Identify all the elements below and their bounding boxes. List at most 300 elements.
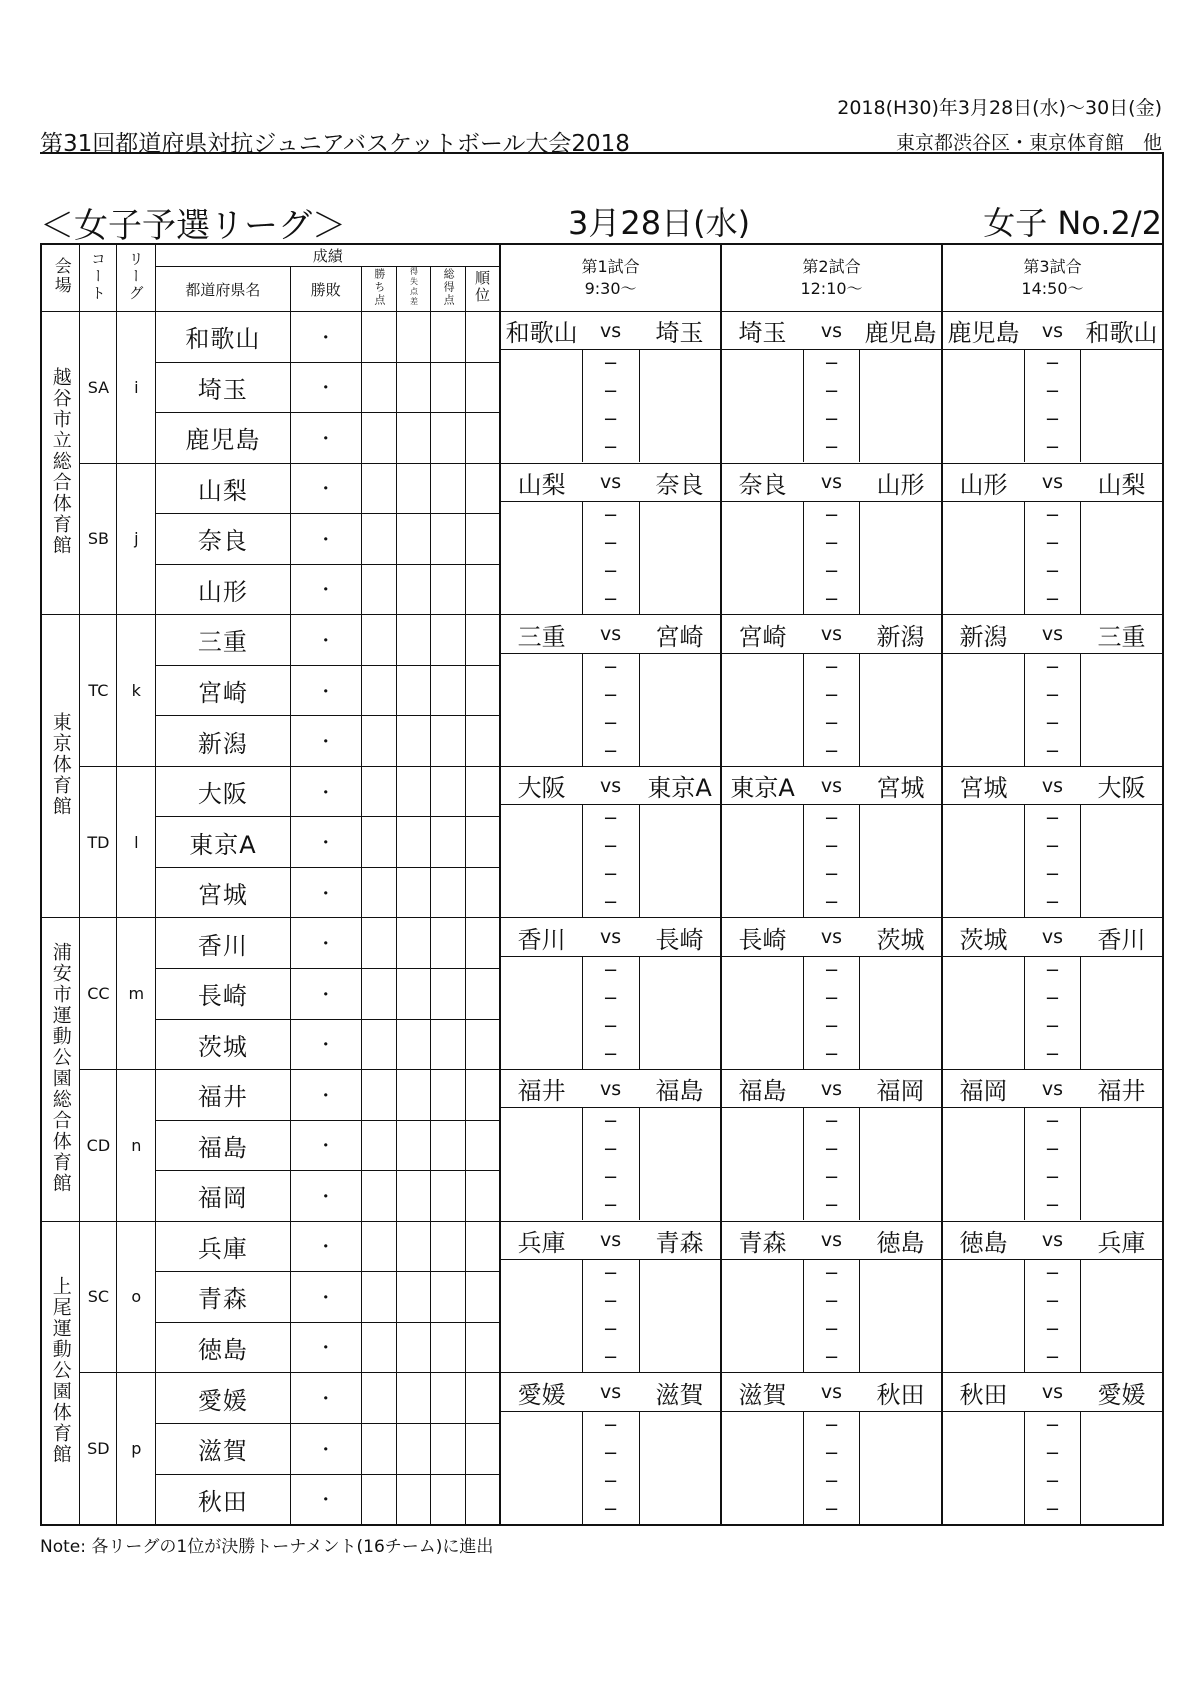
point-diff-cell — [396, 1322, 431, 1373]
score-dash: − — [1044, 1318, 1061, 1340]
away-score — [860, 1411, 941, 1440]
score-dash: − — [1044, 1470, 1061, 1492]
match-cell — [942, 1221, 1163, 1373]
score-dash: − — [1044, 1167, 1061, 1189]
away-score — [860, 738, 941, 766]
away-score — [860, 406, 941, 434]
point-diff-cell — [396, 1019, 431, 1070]
score-dash: − — [1044, 1111, 1061, 1133]
venue-cell — [41, 615, 80, 918]
away-score — [639, 1344, 720, 1372]
away-score — [1081, 805, 1162, 834]
win-points-cell — [362, 665, 397, 716]
rank-cell — [465, 1221, 500, 1272]
match-away-team: 山形 — [860, 464, 941, 502]
home-score — [501, 350, 582, 379]
score-dash: − — [603, 1498, 619, 1520]
venue-cell — [41, 1221, 80, 1525]
score-dash: − — [823, 836, 840, 858]
total-points-cell — [431, 1171, 466, 1222]
total-points-cell — [431, 1373, 466, 1424]
score-dash: − — [1044, 959, 1061, 981]
total-points-cell — [431, 1221, 466, 1272]
event-title: 第31回都道府県対抗ジュニアバスケットボール大会2018 — [40, 131, 630, 157]
win-loss-cell: ・ — [290, 1373, 361, 1424]
day-heading: 3月28日(水) — [568, 204, 751, 242]
away-score — [860, 889, 941, 917]
court-cell: TD — [80, 766, 117, 918]
home-score — [722, 434, 803, 462]
home-score — [722, 738, 803, 766]
away-score — [1081, 530, 1162, 558]
away-score — [639, 378, 720, 406]
match-home-team: 愛媛 — [501, 1374, 582, 1412]
match-cell — [721, 1373, 942, 1525]
match-home-team: 秋田 — [943, 1374, 1024, 1412]
away-score — [639, 1259, 720, 1288]
win-loss-cell: ・ — [290, 716, 361, 767]
home-score — [501, 1013, 582, 1041]
score-dash: − — [603, 588, 619, 610]
venue-name: 上尾運動公園体育館 — [49, 1276, 72, 1466]
rank-cell — [465, 413, 500, 464]
league-cell: l — [117, 766, 156, 918]
team-name: 福島 — [156, 1120, 290, 1171]
match-cell — [721, 615, 942, 767]
home-score — [501, 434, 582, 462]
match-home-team: 青森 — [722, 1222, 803, 1260]
home-score — [722, 889, 803, 917]
score-dash: − — [1044, 1262, 1061, 1284]
match-cell — [942, 463, 1163, 615]
match-vs: vs — [582, 767, 639, 805]
match-vs: vs — [1024, 1374, 1081, 1412]
away-score — [860, 710, 941, 738]
score-dash: − — [823, 588, 840, 610]
away-score — [1081, 1259, 1162, 1288]
win-loss-cell: ・ — [290, 1322, 361, 1373]
away-score — [860, 558, 941, 586]
match-grid — [722, 1070, 941, 1220]
col-prefecture: 都道府県名 — [156, 267, 290, 312]
point-diff-cell — [396, 1120, 431, 1171]
match-home-team: 新潟 — [943, 616, 1024, 654]
home-score — [722, 1411, 803, 1440]
home-score — [501, 1164, 582, 1192]
away-score — [860, 1344, 941, 1372]
match-away-team: 徳島 — [860, 1222, 941, 1260]
win-loss-cell: ・ — [290, 766, 361, 817]
away-score — [639, 1288, 720, 1316]
total-points-cell — [431, 766, 466, 817]
away-score — [860, 530, 941, 558]
away-score — [1081, 738, 1162, 766]
match-grid — [722, 464, 941, 614]
match-away-team: 秋田 — [860, 1374, 941, 1412]
match-grid — [943, 1222, 1162, 1372]
win-points-cell — [362, 1373, 397, 1424]
match-cell — [942, 312, 1163, 464]
home-score — [943, 738, 1024, 766]
league-cell: o — [117, 1221, 156, 1373]
win-loss-cell: ・ — [290, 1019, 361, 1070]
game1-time: 9:30〜 — [584, 279, 637, 298]
score-dash: − — [603, 1262, 619, 1284]
rank-cell — [465, 766, 500, 817]
win-points-cell — [362, 918, 397, 969]
score-dash: − — [823, 532, 840, 554]
match-vs: vs — [803, 1222, 860, 1260]
team-name: 香川 — [156, 918, 290, 969]
home-score — [722, 378, 803, 406]
score-dash: − — [823, 1139, 840, 1161]
win-points-cell — [362, 1171, 397, 1222]
match-grid — [501, 616, 720, 766]
home-score — [943, 1468, 1024, 1496]
match-home-team: 福井 — [501, 1070, 582, 1108]
score-dash: − — [603, 1139, 619, 1161]
away-score — [860, 682, 941, 710]
rank-cell — [465, 312, 500, 363]
team-name: 宮城 — [156, 867, 290, 918]
score-dash: − — [603, 1195, 619, 1217]
score-dash: − — [823, 892, 840, 914]
score-dash: − — [823, 1195, 840, 1217]
total-points-cell — [431, 514, 466, 565]
win-points-cell — [362, 968, 397, 1019]
home-score — [722, 1288, 803, 1316]
total-points-cell — [431, 1423, 466, 1474]
home-score — [501, 1192, 582, 1220]
point-diff-cell — [396, 615, 431, 666]
league-cell: m — [117, 918, 156, 1070]
win-loss-cell: ・ — [290, 665, 361, 716]
score-dash: − — [603, 437, 619, 459]
away-score — [639, 738, 720, 766]
score-dash: − — [603, 656, 619, 678]
score-dash: − — [823, 409, 840, 431]
away-score — [639, 1316, 720, 1344]
win-points-cell — [362, 413, 397, 464]
score-dash: − — [603, 959, 619, 981]
table-row — [41, 615, 1163, 666]
home-score — [501, 889, 582, 917]
total-points-cell — [431, 413, 466, 464]
match-grid — [943, 312, 1162, 462]
home-score — [722, 1259, 803, 1288]
win-points-cell — [362, 463, 397, 514]
home-score — [722, 1316, 803, 1344]
match-away-team: 香川 — [1081, 919, 1162, 957]
team-name: 茨城 — [156, 1019, 290, 1070]
score-dash: − — [823, 1414, 840, 1436]
away-score — [639, 1411, 720, 1440]
home-score — [501, 1440, 582, 1468]
home-score — [501, 805, 582, 834]
col-league: リーグ — [117, 244, 156, 312]
away-score — [1081, 985, 1162, 1013]
away-score — [639, 406, 720, 434]
home-score — [722, 1468, 803, 1496]
home-score — [943, 530, 1024, 558]
home-score — [722, 1013, 803, 1041]
match-vs: vs — [803, 1374, 860, 1412]
score-dash: − — [1044, 560, 1061, 582]
away-score — [639, 1164, 720, 1192]
win-points-cell — [362, 1221, 397, 1272]
home-score — [722, 558, 803, 586]
match-away-team: 大阪 — [1081, 767, 1162, 805]
home-score — [943, 985, 1024, 1013]
away-score — [1081, 1496, 1162, 1524]
rank-cell — [465, 1120, 500, 1171]
match-away-team: 青森 — [639, 1222, 720, 1260]
win-loss-cell: ・ — [290, 362, 361, 413]
score-dash: − — [823, 684, 840, 706]
rank-cell — [465, 1272, 500, 1323]
home-score — [943, 1440, 1024, 1468]
match-grid — [501, 919, 720, 1069]
score-dash: − — [1044, 740, 1061, 762]
team-name: 山形 — [156, 564, 290, 615]
match-away-team: 埼玉 — [639, 312, 720, 350]
point-diff-cell — [396, 463, 431, 514]
total-points-cell — [431, 1474, 466, 1525]
match-vs: vs — [1024, 919, 1081, 957]
total-points-cell — [431, 817, 466, 868]
score-dash: − — [823, 1290, 840, 1312]
score-dash: − — [823, 504, 840, 526]
total-points-cell — [431, 968, 466, 1019]
win-points-cell — [362, 1019, 397, 1070]
footnote: Note: 各リーグの1位が決勝トーナメント(16チーム)に進出 — [40, 1537, 494, 1557]
away-score — [1081, 1468, 1162, 1496]
match-home-team: 宮城 — [943, 767, 1024, 805]
away-score — [860, 586, 941, 614]
away-score — [639, 1013, 720, 1041]
match-home-team: 埼玉 — [722, 312, 803, 350]
away-score — [860, 501, 941, 530]
page-number: 女子 No.2/2 — [983, 204, 1162, 242]
match-away-team: 山梨 — [1081, 464, 1162, 502]
team-name: 山梨 — [156, 463, 290, 514]
score-dash: − — [823, 712, 840, 734]
away-score — [860, 1136, 941, 1164]
win-loss-cell: ・ — [290, 514, 361, 565]
home-score — [501, 1136, 582, 1164]
score-dash: − — [603, 740, 619, 762]
team-name: 東京A — [156, 817, 290, 868]
event-venue: 東京都渋谷区・東京体育館 他 — [895, 132, 1162, 154]
home-score — [722, 1041, 803, 1069]
schedule-table — [40, 243, 1164, 1526]
match-away-team: 福岡 — [860, 1070, 941, 1108]
away-score — [1081, 434, 1162, 462]
win-loss-cell: ・ — [290, 1120, 361, 1171]
score-dash: − — [823, 381, 840, 403]
win-points-cell — [362, 1322, 397, 1373]
win-loss-cell: ・ — [290, 564, 361, 615]
score-dash: − — [603, 836, 619, 858]
match-vs: vs — [803, 767, 860, 805]
match-grid — [943, 919, 1162, 1069]
match-vs: vs — [582, 312, 639, 350]
table-row — [41, 463, 1163, 514]
match-vs: vs — [582, 1222, 639, 1260]
home-score — [943, 653, 1024, 682]
match-away-team: 長崎 — [639, 919, 720, 957]
match-cell — [500, 918, 721, 1070]
total-points-cell — [431, 1272, 466, 1323]
match-vs: vs — [803, 616, 860, 654]
home-score — [501, 1344, 582, 1372]
rank-cell — [465, 1373, 500, 1424]
home-score — [943, 1192, 1024, 1220]
win-loss-cell: ・ — [290, 918, 361, 969]
away-score — [639, 861, 720, 889]
match-home-team: 兵庫 — [501, 1222, 582, 1260]
score-dash: − — [823, 1167, 840, 1189]
home-score — [943, 1164, 1024, 1192]
home-score — [943, 682, 1024, 710]
away-score — [639, 1108, 720, 1137]
win-points-cell — [362, 514, 397, 565]
score-dash: − — [1044, 684, 1061, 706]
score-dash: − — [603, 409, 619, 431]
col-point-diff: 得失点差 — [396, 267, 431, 312]
total-points-cell — [431, 716, 466, 767]
match-grid — [943, 1374, 1162, 1524]
away-score — [1081, 1411, 1162, 1440]
game2-label: 第2試合 — [802, 257, 861, 276]
team-name: 福岡 — [156, 1171, 290, 1222]
score-dash: − — [603, 684, 619, 706]
away-score — [639, 1192, 720, 1220]
game3-label: 第3試合 — [1023, 257, 1082, 276]
team-name: 兵庫 — [156, 1221, 290, 1272]
win-points-cell — [362, 1070, 397, 1121]
win-loss-cell: ・ — [290, 1423, 361, 1474]
court-cell: SB — [80, 463, 117, 615]
rank-cell — [465, 1423, 500, 1474]
away-score — [860, 805, 941, 834]
home-score — [501, 653, 582, 682]
match-cell — [721, 463, 942, 615]
home-score — [722, 1440, 803, 1468]
away-score — [860, 378, 941, 406]
win-loss-cell: ・ — [290, 413, 361, 464]
match-home-team: 宮崎 — [722, 616, 803, 654]
score-dash: − — [1044, 1414, 1061, 1436]
win-loss-cell: ・ — [290, 1171, 361, 1222]
match-cell — [942, 615, 1163, 767]
match-home-team: 山形 — [943, 464, 1024, 502]
score-dash: − — [823, 959, 840, 981]
home-score — [722, 350, 803, 379]
match-grid — [943, 1070, 1162, 1220]
match-home-team: 福岡 — [943, 1070, 1024, 1108]
match-vs: vs — [1024, 1070, 1081, 1108]
home-score — [943, 805, 1024, 834]
court-cell: CC — [80, 918, 117, 1070]
home-score — [501, 1316, 582, 1344]
away-score — [860, 1192, 941, 1220]
win-points-cell — [362, 766, 397, 817]
home-score — [722, 530, 803, 558]
point-diff-cell — [396, 413, 431, 464]
score-dash: − — [823, 987, 840, 1009]
score-dash: − — [603, 1414, 619, 1436]
total-points-cell — [431, 312, 466, 363]
home-score — [722, 805, 803, 834]
score-dash: − — [823, 740, 840, 762]
point-diff-cell — [396, 1474, 431, 1525]
match-away-team: 愛媛 — [1081, 1374, 1162, 1412]
home-score — [943, 434, 1024, 462]
away-score — [860, 861, 941, 889]
score-dash: − — [603, 1470, 619, 1492]
away-score — [639, 1136, 720, 1164]
match-vs: vs — [1024, 464, 1081, 502]
score-dash: − — [603, 560, 619, 582]
score-dash: − — [1044, 588, 1061, 610]
point-diff-cell — [396, 514, 431, 565]
home-score — [722, 1108, 803, 1137]
score-dash: − — [1044, 1015, 1061, 1037]
match-away-team: 福島 — [639, 1070, 720, 1108]
match-cell — [721, 918, 942, 1070]
rank-cell — [465, 1171, 500, 1222]
rank-cell — [465, 564, 500, 615]
home-score — [943, 1136, 1024, 1164]
away-score — [860, 1108, 941, 1137]
away-score — [639, 530, 720, 558]
score-dash: − — [603, 1346, 619, 1368]
game1-label: 第1試合 — [581, 257, 640, 276]
match-away-team: 滋賀 — [639, 1374, 720, 1412]
home-score — [501, 558, 582, 586]
table-row — [41, 1373, 1163, 1424]
point-diff-cell — [396, 1272, 431, 1323]
point-diff-cell — [396, 362, 431, 413]
score-dash: − — [823, 1498, 840, 1520]
score-dash: − — [1044, 712, 1061, 734]
match-home-team: 鹿児島 — [943, 312, 1024, 350]
col-results: 成績 — [156, 244, 500, 267]
game3-time: 14:50〜 — [1021, 279, 1084, 298]
away-score — [1081, 653, 1162, 682]
away-score — [639, 586, 720, 614]
score-dash: − — [603, 864, 619, 886]
home-score — [943, 1496, 1024, 1524]
match-away-team: 福井 — [1081, 1070, 1162, 1108]
col-win-loss: 勝敗 — [290, 267, 361, 312]
match-vs: vs — [803, 919, 860, 957]
win-points-cell — [362, 1120, 397, 1171]
league-heading: ＜女子予選リーグ＞ — [40, 206, 346, 246]
win-points-cell — [362, 1423, 397, 1474]
home-score — [501, 530, 582, 558]
home-score — [501, 710, 582, 738]
home-score — [722, 1136, 803, 1164]
rank-cell — [465, 463, 500, 514]
score-dash: − — [603, 808, 619, 830]
match-home-team: 東京A — [722, 767, 803, 805]
match-vs: vs — [1024, 616, 1081, 654]
court-cell: CD — [80, 1070, 117, 1222]
home-score — [943, 1041, 1024, 1069]
match-grid — [943, 767, 1162, 917]
